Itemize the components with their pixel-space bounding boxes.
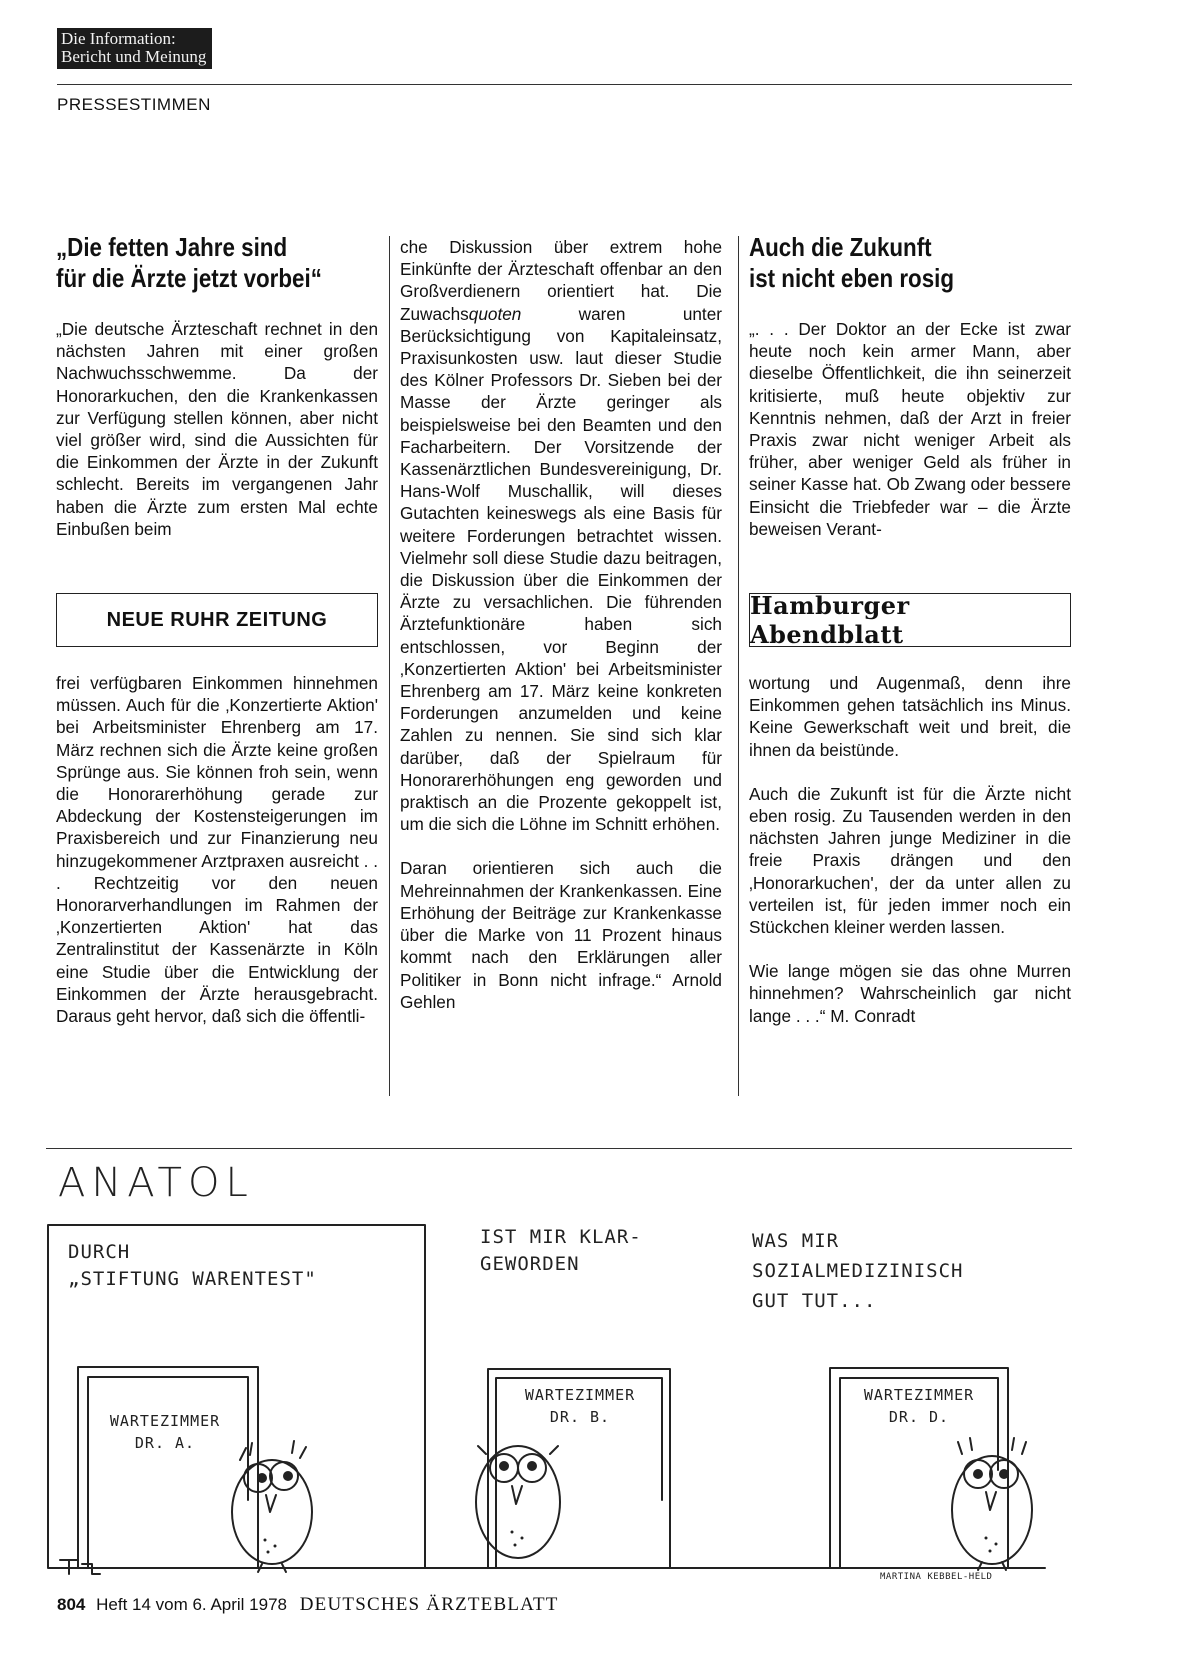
section-tag-line2: Bericht und Meinung xyxy=(61,47,207,66)
panel1-caption-line2: „STIFTUNG WARENTEST" xyxy=(68,1268,317,1290)
issue-info: Heft 14 vom 6. April 1978 xyxy=(96,1595,287,1614)
article1-paragraph-2-continued: che Diskussion über extrem hohe Einkünfte der Ärzteschaft offenbar an den Großverdienern orientiert hat. Die Zuwachsquoten waren unter Berücksichtigung von Kapitaleinsatz, Praxisunkosten usw. laut dieser Studie des Kölner Professors Dr. Sieben bei der Masse der Ärzte geringer als beispielsweise bei den Beamten und den Facharbeitern. Der Vorsitzende der Kassenärztlichen Bundesvereinigung, Dr. Hans-Wolf Muschallik, will dieses Gutachten keineswegs als eine Basis für weitere Forderungen betrachtet wissen. Vielmehr soll diese Studie dazu beitragen, die Diskussion über die Einkommen der Ärzte zu versachlichen. Die führenden Ärztefunktionäre haben sich entschlossen, vor Beginn der ‚Konzertierten Aktion' bei Arbeitsminister Ehrenberg am 17. März keine konkreten Forderungen anzumelden und keine Zahlen zu nennen. Sie sind sich klar darüber, daß der Spielraum für Honorarerhöhungen eng geworden und praktisch an die Prozente gekoppelt ist, um die sich die Löhne im Schnitt erhöhen. xyxy=(400,237,722,835)
panel2-caption-line1: IST MIR KLAR- xyxy=(480,1226,642,1248)
panel2-caption-line2: GEWORDEN xyxy=(480,1253,580,1275)
panel3-door-sign-line1: WARTEZIMMER xyxy=(863,1386,975,1404)
panel3-caption-line1: WAS MIR xyxy=(752,1230,840,1252)
cartoon-title: ANATOL xyxy=(58,1160,254,1206)
source-logo-neue-ruhr-zeitung: NEUE RUHR ZEITUNG xyxy=(56,593,378,647)
panel3-caption-line2: SOZIALMEDIZINISCH xyxy=(752,1260,964,1282)
page-number: 804 xyxy=(57,1595,86,1614)
article1-paragraph-2: frei verfügbaren Einkommen hinnehmen müssen. Auch für die ‚Konzertierte Aktion' bei Arbeitsminister Ehrenberg am 17. März rechnen sich die Ärzte keine großen Sprünge aus. Sie können froh sein, wenn die Honorarerhöhung gerade zur Abdeckung der Kostensteigerungen im Praxisbereich und zur Finanzierung neu hinzugekommener Arztpraxen ausreicht . . . Rechtzeitig vor den neuen Honorarverhandlungen im Rahmen der ‚Konzertierten Aktion' hat das Zentralinstitut der Kassenärzte in Köln eine Studie über die Entwicklung der Einkommen der Ärzte herausgebracht. Daraus geht hervor, daß sich die öffentli- xyxy=(56,673,378,1027)
article1-headline-line1: „Die fetten Jahre sind xyxy=(56,232,288,262)
panel2-caption xyxy=(480,1224,642,1278)
section-tag-line1: Die Information: xyxy=(61,29,176,48)
panel1-owl xyxy=(232,1441,312,1572)
panel2-door-sign xyxy=(500,1384,660,1428)
panel1-door-sign xyxy=(90,1410,240,1454)
panel3-door-sign xyxy=(842,1384,996,1428)
panel2-door-sign-line1: WARTEZIMMER xyxy=(524,1386,636,1404)
artist-signature: MARTINA KEBBEL-HELD xyxy=(880,1572,993,1582)
panel1-caption-line1: DURCH xyxy=(68,1241,131,1263)
panel3-owl xyxy=(952,1438,1032,1570)
article2-headline-line2: ist nicht eben rosig xyxy=(749,263,955,293)
panel1-door xyxy=(78,1367,258,1568)
panel1-door-sign-line1: WARTEZIMMER xyxy=(109,1412,221,1430)
panel1-door-sign-line2: DR. A. xyxy=(134,1434,196,1452)
journal-name: DEUTSCHES ÄRZTEBLATT xyxy=(299,1594,559,1615)
article2-paragraph-2: wortung und Augenmaß, denn ihre Einkommen gehen tatsächlich ins Minus. Keine Gewerkschaft weit und breit, die ihnen da beistünde. xyxy=(749,673,1071,760)
source-logo-hamburger-abendblatt: Hamburger Abendblatt xyxy=(749,593,1071,647)
panel1-caption xyxy=(68,1239,317,1293)
panel3-door-sign-line2: DR. D. xyxy=(888,1408,950,1426)
panel2-door-sign-line2: DR. B. xyxy=(549,1408,611,1426)
article2-paragraph-4: Wie lange mögen sie das ohne Murren hinnehmen? Wahrscheinlich gar nicht lange . . .“ M. Conradt xyxy=(749,961,1071,1026)
article1-headline-line2: für die Ärzte jetzt vorbei“ xyxy=(56,263,322,293)
rubric: PRESSESTIMMEN xyxy=(57,95,211,114)
panel3-caption xyxy=(752,1226,963,1316)
panel3-caption-line3: GUT TUT... xyxy=(752,1290,877,1312)
article2-paragraph-3: Auch die Zukunft ist für die Ärzte nicht eben rosig. Zu Tausenden werden in den nächsten Jahren junge Mediziner in die freie Praxis drängen und den ‚Honorarkuchen', der da unter allen zu verteilen ist, für jeden immer noch ein Stückchen kleiner werden lassen. xyxy=(749,783,1071,938)
article2-headline-line1: Auch die Zukunft xyxy=(749,232,932,262)
page-footer xyxy=(57,1594,559,1616)
article1-paragraph-3: Daran orientieren sich auch die Mehreinnahmen der Krankenkassen. Eine Erhöhung der Beiträge zur Krankenkasse über die Marke von 11 Prozent hinaus kommt nach den Erklärungen aller Politiker in Bonn nicht infrage.“ Arnold Gehlen xyxy=(400,858,722,1012)
article2-paragraph-1: „. . . Der Doktor an der Ecke ist zwar heute noch kein armer Mann, aber dieselbe Öffentlichkeit, die ihn seinerzeit kritisierte, muß heute objektiv zur Kenntnis nehmen, daß der Arzt in freier Praxis zwar nicht weniger Arbeit als früher, aber weniger Geld als früher in seiner Kasse hat. Ob Zwang oder bessere Einsicht die Triebfeder war – die Ärzte beweisen Verant- xyxy=(749,319,1071,539)
article1-paragraph-1: „Die deutsche Ärzteschaft rechnet in den nächsten Jahren mit einer großen Nachwuchsschwemme. Da der Honorarkuchen, den die Krankenkassen zur Verfügung stellen können, aber nicht viel größer wird, sind die Aussichten für die Einkommen der Ärzte in der Zukunft schlecht. Bereits im vergangenen Jahr haben die Ärzte zum ersten Mal echte Einbußen beim xyxy=(56,319,378,539)
